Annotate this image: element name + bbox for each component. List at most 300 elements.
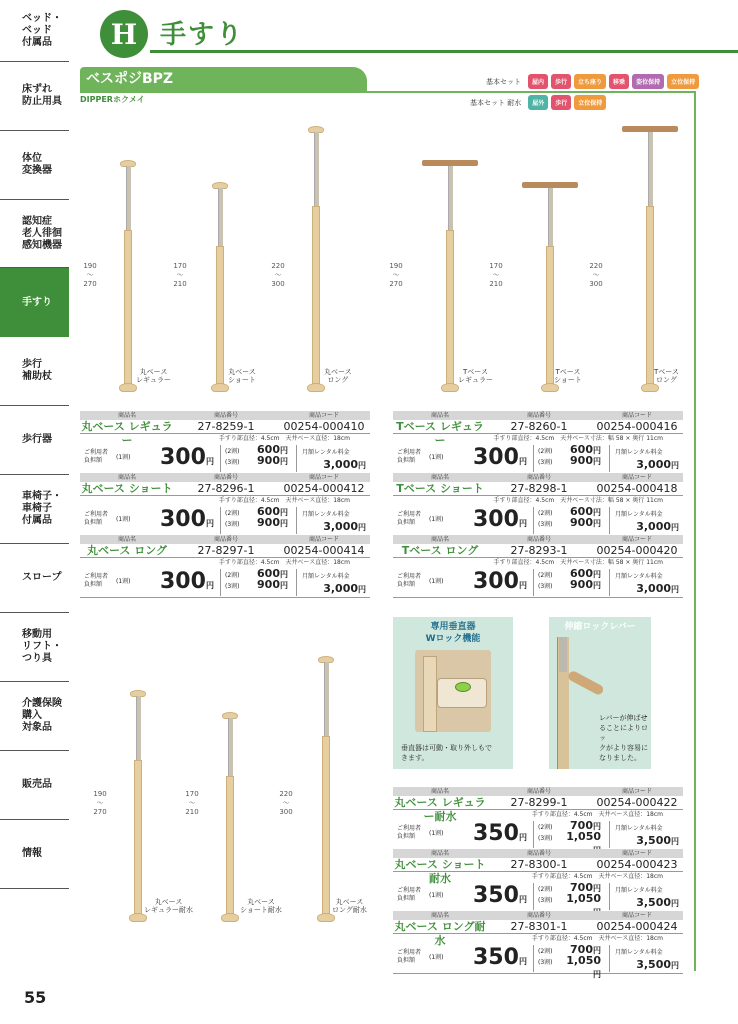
table-header [393,849,683,858]
ratio-2-label: (2割) [225,510,240,517]
price-1-value: 350 [473,883,519,908]
rental-price [615,582,679,595]
sidebar-item[interactable]: 移動用 リフト・ つり具 [0,613,69,682]
product-name: 丸ベース ロング耐水 [394,920,486,947]
brand-name: DIPPERホクメイ [80,95,145,104]
feature-lock-lever [549,617,651,769]
yen-unit: 円 [518,895,527,904]
yen-unit: 円 [518,833,527,842]
ratio-1-label: (1割) [429,892,444,899]
pole-caption: 丸ベース ロング [324,368,352,384]
ratio-3-label: (3割) [538,521,553,528]
price-row [393,505,683,536]
column-header-name: 商品名 [430,850,449,857]
yen-unit: 円 [280,446,288,455]
yen-unit: 円 [593,519,601,528]
price-1-wari [473,943,527,977]
divider [533,507,534,534]
table-header [80,411,370,420]
product-number: 27-8300-1 [510,858,568,871]
product-number: 27-8301-1 [510,920,568,933]
divider [296,445,297,472]
sidebar-item[interactable]: 介護保険 購入 対象品 [0,682,69,751]
divider [609,507,610,534]
height-range-label: 190 〜 270 [93,790,107,816]
rental-value: 3,000 [636,582,671,595]
table-header [80,473,370,482]
yen-unit: 円 [593,457,601,466]
divider [296,569,297,596]
column-header-name: 商品名 [430,788,449,795]
product-row [80,544,370,558]
product-spec: 手すり部直径：4.5cm 天井ベース寸法：幅 58 × 奥行 11cm [493,497,663,504]
price-3-value: 1,050 [566,954,601,967]
divider [533,445,534,472]
divider [609,445,610,472]
price-1-value: 300 [473,445,519,470]
column-header-number: 商品番号 [526,850,551,857]
price-3-value: 900 [570,454,593,467]
column-header-name: 商品名 [430,474,449,481]
product-number: 27-8260-1 [510,420,568,433]
price-1-value: 350 [473,945,519,970]
product-name: 丸ベース レギュラー耐水 [394,796,486,823]
yen-unit: 円 [358,523,366,532]
rental-value: 3,000 [323,458,358,471]
sidebar [0,0,69,960]
product-table [393,849,683,912]
user-burden-label: ご利用者 負担額 [397,949,422,964]
ratio-1-label: (1割) [116,578,131,585]
height-range-label: 170 〜 210 [489,262,503,288]
column-header-number: 商品番号 [526,474,551,481]
sidebar-item[interactable]: 車椅子・ 車椅子 付属品 [0,475,69,544]
price-1-wari [473,881,527,915]
product-table [393,473,683,536]
product-code: 00254-000422 [596,796,678,809]
column-header-code: 商品コード [621,850,652,857]
category-tag: 屋内 [528,74,548,89]
floor-base [641,383,659,392]
product-name: Tベース ショート [393,482,487,495]
column-header-name: 商品名 [430,536,449,543]
ratio-1-label: (1割) [116,454,131,461]
rental-label: 月額レンタル料金 [302,511,350,518]
category-tag: 屋外 [528,95,548,110]
ratio-2-label: (2割) [538,572,553,579]
product-spec: 手すり部直径：4.5cm 天井ベース寸法：幅 58 × 奥行 11cm [493,559,663,566]
yen-unit: 円 [205,581,214,590]
yen-unit: 円 [671,961,679,970]
rental-price [615,834,679,847]
price-3-wari [561,578,601,591]
yen-unit: 円 [280,519,288,528]
height-range-label: 220 〜 300 [271,262,285,288]
tag-row-basic [486,74,699,89]
category-tag: 歩行 [551,95,571,110]
price-1-value: 300 [160,507,206,532]
column-header-number: 商品番号 [526,412,551,419]
yen-unit: 円 [671,837,679,846]
price-row [80,505,370,536]
price-3-value: 900 [570,578,593,591]
column-header-name: 商品名 [117,536,136,543]
pole-caption: 丸ベース レギュラー [136,368,171,384]
yen-unit: 円 [593,884,601,893]
product-name: 丸ベース ロング [80,544,174,557]
product-row [393,482,683,496]
yen-unit: 円 [671,585,679,594]
rental-label: 月額レンタル料金 [302,573,350,580]
product-table [393,787,683,850]
product-table [393,535,683,598]
divider [533,569,534,596]
price-2-value: 600 [257,443,280,456]
price-3-wari [248,516,288,529]
user-burden-label: ご利用者 負担額 [397,573,422,588]
tag-row-waterproof [470,95,606,110]
user-burden-label: ご利用者 負担額 [84,449,109,464]
pole-caption: 丸ベース レギュラー耐水 [144,898,193,914]
user-burden-label: ご利用者 負担額 [397,511,422,526]
column-header-code: 商品コード [621,412,652,419]
price-row [80,567,370,598]
ratio-3-label: (3割) [538,897,553,904]
price-3-wari [248,578,288,591]
product-number: 27-8298-1 [510,482,568,495]
category-tag: 立位保持 [574,95,606,110]
height-range-label: 170 〜 210 [185,790,199,816]
price-3-value: 900 [570,516,593,529]
sidebar-item[interactable]: 歩行 補助杖 [0,337,69,406]
page-number: 55 [24,988,47,1007]
rental-price [615,958,679,971]
feature-title: 伸縮ロックレバー [564,622,636,632]
yen-unit: 円 [518,457,527,466]
price-3-value: 1,050 [566,830,601,843]
rental-price [302,520,366,533]
ratio-1-label: (1割) [429,578,444,585]
rental-value: 3,500 [636,958,671,971]
product-code: 00254-000412 [283,482,365,495]
product-number: 27-8299-1 [510,796,568,809]
rental-price [615,896,679,909]
ratio-2-label: (2割) [538,886,553,893]
category-tag: 移乗 [609,74,629,89]
yen-unit: 円 [593,446,601,455]
price-3-value: 900 [257,516,280,529]
price-1-wari [160,505,214,539]
column-header-code: 商品コード [621,474,652,481]
price-2-value: 600 [257,567,280,580]
price-row [393,943,683,979]
price-row [393,819,683,850]
ratio-2-label: (2割) [538,824,553,831]
product-spec: 手すり部直径：4.5cm 天井ベース寸法：幅 58 × 奥行 11cm [493,435,663,442]
product-table [80,473,370,536]
ratio-3-label: (3割) [538,583,553,590]
floor-base [221,913,239,922]
yen-unit: 円 [205,519,214,528]
feature-description: 垂直器は可動・取り外しもで きます。 [401,744,492,762]
user-burden-label: ご利用者 負担額 [397,887,422,902]
category-tag: 立ち座り [574,74,606,89]
ratio-1-label: (1割) [429,954,444,961]
product-table [393,911,683,979]
sidebar-item[interactable]: 認知症 老人徘徊 感知機器 [0,200,69,268]
product-spec: 手すり部直径：4.5cm 天井ベース直径：18cm [531,873,663,880]
rental-label: 月額レンタル料金 [615,449,663,456]
table-header [393,787,683,796]
table-header [393,473,683,482]
handrail-icon: H [100,10,148,58]
floor-base [211,383,229,392]
price-2-value: 700 [570,943,593,956]
rental-label: 月額レンタル料金 [302,449,350,456]
rental-value: 3,500 [636,896,671,909]
table-header [393,911,683,920]
tag-row-label: 基本セット [486,77,521,86]
price-1-value: 300 [473,569,519,594]
table-header [393,411,683,420]
ratio-1-label: (1割) [429,454,444,461]
price-2-value: 700 [570,819,593,832]
yen-unit: 円 [671,899,679,908]
rental-label: 月額レンタル料金 [615,825,663,832]
yen-unit: 円 [280,508,288,517]
product-spec: 手すり部直径：4.5cm 天井ベース直径：18cm [218,559,350,566]
ratio-2-label: (2割) [225,572,240,579]
tag-row-label: 基本セット 耐水 [470,98,522,107]
price-2-value: 600 [570,567,593,580]
rental-price [302,458,366,471]
sidebar-item[interactable]: 販売品 [0,751,69,820]
price-1-wari [473,819,527,853]
height-range-label: 220 〜 300 [279,790,293,816]
pole-caption: 丸ベース ショート耐水 [240,898,282,914]
rental-price [615,458,679,471]
product-code: 00254-000418 [596,482,678,495]
price-3-wari [561,454,601,467]
ratio-3-label: (3割) [538,835,553,842]
rental-value: 3,000 [323,582,358,595]
pole-caption: Tベース ロング [654,368,679,384]
column-header-number: 商品番号 [526,912,551,919]
sidebar-item[interactable]: 情報 [0,820,69,889]
ratio-3-label: (3割) [538,459,553,466]
yen-unit: 円 [518,519,527,528]
price-3-wari [561,954,601,980]
page-title: 手すり [160,20,245,50]
product-row [80,482,370,496]
pole-caption: 丸ベース ショート [228,368,256,384]
column-header-name: 商品名 [117,412,136,419]
product-code: 00254-000416 [596,420,678,433]
divider [609,883,610,910]
height-range-label: 190 〜 270 [389,262,403,288]
price-row [393,567,683,598]
price-row [80,443,370,474]
column-header-number: 商品番号 [213,536,238,543]
rental-price [302,582,366,595]
pole-caption: 丸ベース ロング耐水 [332,898,367,914]
user-burden-label: ご利用者 負担額 [84,573,109,588]
feature-leveler [393,617,513,769]
product-table [393,411,683,474]
product-name: 丸ベース ショート耐水 [394,858,486,885]
column-header-number: 商品番号 [526,788,551,795]
divider [533,945,534,972]
product-name: 丸ベース レギュラー [81,420,173,447]
column-header-code: 商品コード [308,536,339,543]
sidebar-item[interactable]: 体位 変換器 [0,131,69,200]
product-table [80,411,370,474]
product-name: Tベース レギュラー [393,420,487,433]
product-table [80,535,370,598]
yen-unit: 円 [671,461,679,470]
feature-title: 専用垂直器 Wロック機能 [425,622,481,644]
column-header-code: 商品コード [621,536,652,543]
price-1-value: 300 [160,445,206,470]
price-1-wari [160,567,214,601]
sidebar-item[interactable]: スロープ [0,544,69,613]
product-spec: 手すり部直径：4.5cm 天井ベース直径：18cm [531,811,663,818]
floor-base [541,383,559,392]
yen-unit: 円 [593,946,601,955]
floor-base [307,383,325,392]
ratio-3-label: (3割) [538,959,553,966]
sidebar-item[interactable]: 歩行器 [0,406,69,475]
price-2-value: 600 [570,505,593,518]
floor-base [441,383,459,392]
yen-unit: 円 [280,581,288,590]
product-code: 00254-000420 [596,544,678,557]
price-3-wari [248,454,288,467]
product-spec: 手すり部直径：4.5cm 天井ベース直径：18cm [218,435,350,442]
ratio-3-label: (3割) [225,583,240,590]
rental-value: 3,000 [636,520,671,533]
lever-icon [567,670,605,697]
product-number: 27-8259-1 [197,420,255,433]
yen-unit: 円 [358,585,366,594]
price-2-value: 600 [570,443,593,456]
price-1-value: 300 [160,569,206,594]
yen-unit: 円 [593,508,601,517]
column-header-code: 商品コード [308,412,339,419]
product-name: ベスポジBPZ [80,67,367,91]
floor-base [129,913,147,922]
divider [609,821,610,848]
divider [296,507,297,534]
yen-unit: 円 [593,822,601,831]
ratio-1-label: (1割) [429,516,444,523]
ratio-2-label: (2割) [538,448,553,455]
user-burden-label: ご利用者 負担額 [397,825,422,840]
rental-label: 月額レンタル料金 [615,573,663,580]
price-3-value: 900 [257,454,280,467]
ratio-2-label: (2割) [225,448,240,455]
column-header-number: 商品番号 [213,474,238,481]
rental-value: 3,500 [636,834,671,847]
feature-description: レバーが伸ばせ ることによりロッ クがより容易に なりました。 [599,714,648,762]
yen-unit: 円 [205,457,214,466]
user-burden-label: ご利用者 負担額 [397,449,422,464]
divider [220,445,221,472]
price-1-wari [160,443,214,477]
column-header-name: 商品名 [117,474,136,481]
column-header-number: 商品番号 [526,536,551,543]
price-1-wari [473,443,527,477]
product-code: 00254-000410 [283,420,365,433]
yen-unit: 円 [593,970,601,979]
price-2-value: 700 [570,881,593,894]
floor-base [317,913,335,922]
price-3-value: 1,050 [566,892,601,905]
product-code: 00254-000414 [283,544,365,557]
yen-unit: 円 [358,461,366,470]
ratio-1-label: (1割) [429,830,444,837]
product-spec: 手すり部直径：4.5cm 天井ベース直径：18cm [218,497,350,504]
yen-unit: 円 [518,957,527,966]
category-tag: 姿位保持 [632,74,664,89]
product-name: Tベース ロング [393,544,487,557]
yen-unit: 円 [280,570,288,579]
divider [220,569,221,596]
column-header-number: 商品番号 [213,412,238,419]
table-header [80,535,370,544]
pole-caption: Tベース ショート [554,368,582,384]
rental-price [615,520,679,533]
ratio-1-label: (1割) [116,516,131,523]
rental-label: 月額レンタル料金 [615,887,663,894]
user-burden-label: ご利用者 負担額 [84,511,109,526]
divider [533,821,534,848]
ratio-2-label: (2割) [538,510,553,517]
yen-unit: 円 [280,457,288,466]
price-1-value: 350 [473,821,519,846]
price-3-value: 900 [257,578,280,591]
price-row [393,443,683,474]
product-code: 00254-000423 [596,858,678,871]
yen-unit: 円 [593,581,601,590]
product-code: 00254-000424 [596,920,678,933]
product-spec: 手すり部直径：4.5cm 天井ベース直径：18cm [531,935,663,942]
price-3-wari [561,516,601,529]
product-number: 27-8296-1 [197,482,255,495]
sidebar-item[interactable]: 手すり [0,268,69,337]
header-divider [150,50,738,53]
table-header [393,535,683,544]
pole-caption: Tベース レギュラー [458,368,493,384]
price-row [393,881,683,912]
divider [533,883,534,910]
price-1-wari [473,505,527,539]
sidebar-item[interactable]: ベッド・ ベッド 付属品 [0,0,69,62]
product-number: 27-8293-1 [510,544,568,557]
leveler-photo [415,650,491,732]
column-header-name: 商品名 [430,912,449,919]
rental-label: 月額レンタル料金 [615,949,663,956]
price-2-value: 600 [257,505,280,518]
column-header-code: 商品コード [621,912,652,919]
height-range-label: 220 〜 300 [589,262,603,288]
yen-unit: 円 [671,523,679,532]
ratio-2-label: (2割) [538,948,553,955]
category-tag: 立位保持 [667,74,699,89]
category-tag: 歩行 [551,74,571,89]
sidebar-item[interactable]: 床ずれ 防止用具 [0,62,69,131]
price-1-wari [473,567,527,601]
